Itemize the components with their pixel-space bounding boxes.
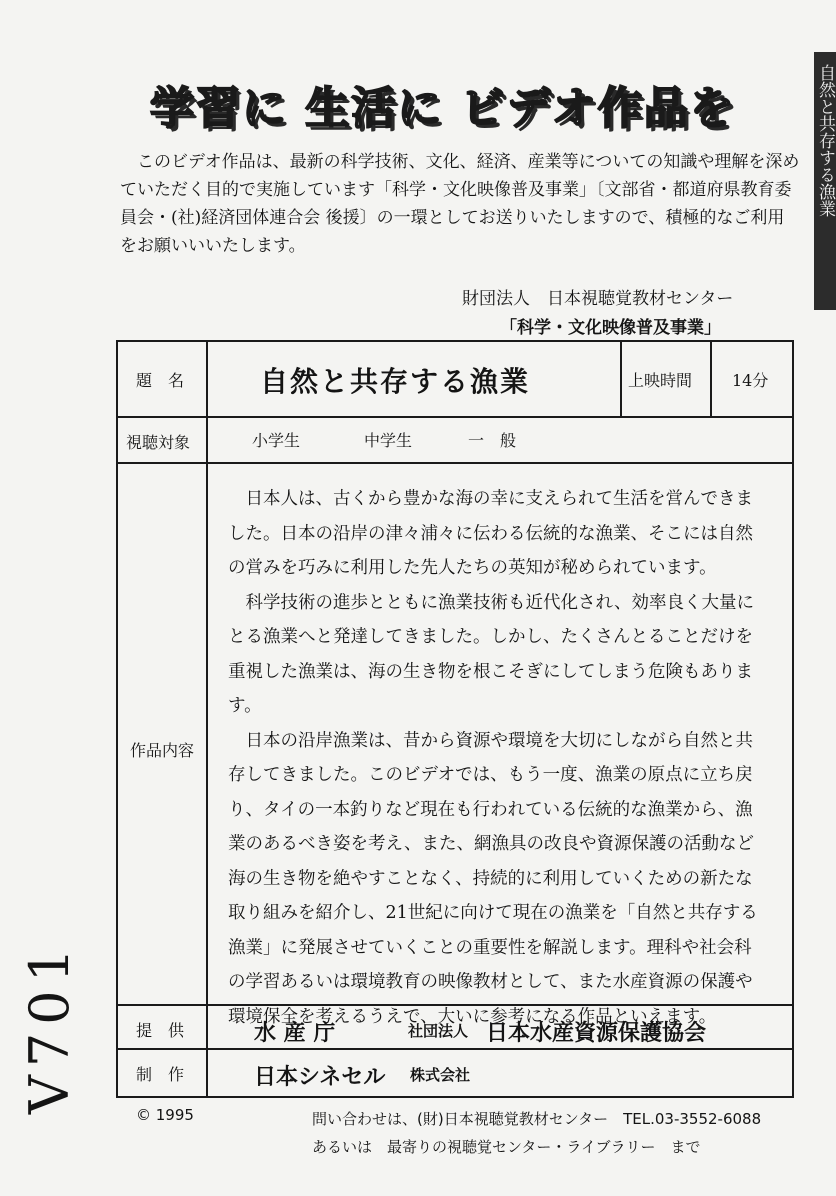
copyright: © 1995	[136, 1106, 194, 1124]
row-divider	[118, 1048, 792, 1050]
title-label: 題 名	[136, 371, 185, 390]
side-index-label: 自然と共存する漁業	[815, 64, 835, 217]
video-title: 自然と共存する漁業	[260, 365, 531, 398]
column-divider	[710, 342, 712, 416]
runtime-value: 14分	[732, 371, 769, 390]
catalog-code: V701	[18, 940, 81, 1115]
provider-prefix: 社団法人	[408, 1022, 469, 1040]
audience-general: 一 般	[468, 431, 517, 450]
audience-elementary: 小学生	[252, 431, 301, 450]
content-paragraph: 日本の沿岸漁業は、昔から資源や環境を大切にしながら自然と共存してきました。このビデオでは、もう一度、漁業の原点に立ち戻り、タイの一本釣りなど現在も行われている伝統的な漁業から、漁業のあるべき姿を考え、また、網漁具の改良や資源保護の活動など海の生き物を絶やすことなく、持続的に利用していくための新たな取り組みを紹介し、21世紀に向けて現在の漁業を「自然と共存する漁業」に発展させていくことの重要性を解説します。理科や社会科の学習あるいは環境教育の映像教材として、また水産資源の保護や環境保全を考えるうえで、大いに参考になる作品といえます。	[228, 730, 758, 1027]
intro-paragraph: このビデオ作品は、最新の科学技術、文化、経済、産業等についての知識や理解を深めていただく目的で実施しています「科学・文化映像普及事業」〔文部省・都道府県教育委員会・(社)経済団体連合会 後援〕の一環としてお送りいたしますので、積極的なご利用をお願いいいたします。	[120, 152, 800, 256]
organization-name: 財団法人 日本視聴覚教材センター	[462, 289, 734, 309]
inquiry-line: 問い合わせは、(財)日本視聴覚教材センター TEL.03-3552-6088	[312, 1110, 762, 1128]
project-name: 「科学・文化映像普及事業」	[500, 318, 721, 338]
provider-label: 提 供	[136, 1021, 185, 1040]
content-body	[228, 482, 768, 1034]
provider-agency: 水 産 庁	[254, 1021, 336, 1046]
content-paragraph: 科学技術の進歩とともに漁業技術も近代化され、効率良く大量にとる漁業へと発達してきました。しかし、たくさんとることだけを重視した漁業は、海の生き物を根こそぎにしてしまう危険もあります。	[228, 592, 755, 716]
producer-name: 日本シネセル	[254, 1065, 386, 1090]
producer-label: 制 作	[136, 1065, 185, 1084]
headline: 学習に 生活に ビデオ作品を	[150, 83, 736, 134]
alternative-line: あるいは 最寄りの視聴覚センター・ライブラリー まで	[312, 1138, 701, 1156]
info-table	[116, 340, 794, 1098]
runtime-label: 上映時間	[628, 371, 693, 390]
provider-association: 日本水産資源保護協会	[486, 1021, 707, 1046]
row-divider	[118, 416, 792, 418]
content-paragraph: 日本人は、古くから豊かな海の幸に支えられて生活を営んできました。日本の沿岸の津々浦々に伝わる伝統的な漁業、そこには自然の営みを巧みに利用した先人たちの英知が秘められています。	[228, 489, 753, 578]
content-label: 作品内容	[130, 741, 195, 760]
row-divider	[118, 462, 792, 464]
column-divider	[206, 342, 208, 1098]
audience-label: 視聴対象	[126, 433, 191, 452]
audience-junior-high: 中学生	[364, 431, 413, 450]
side-index-tab	[814, 52, 836, 310]
column-divider	[620, 342, 622, 416]
producer-suffix: 株式会社	[410, 1066, 471, 1084]
